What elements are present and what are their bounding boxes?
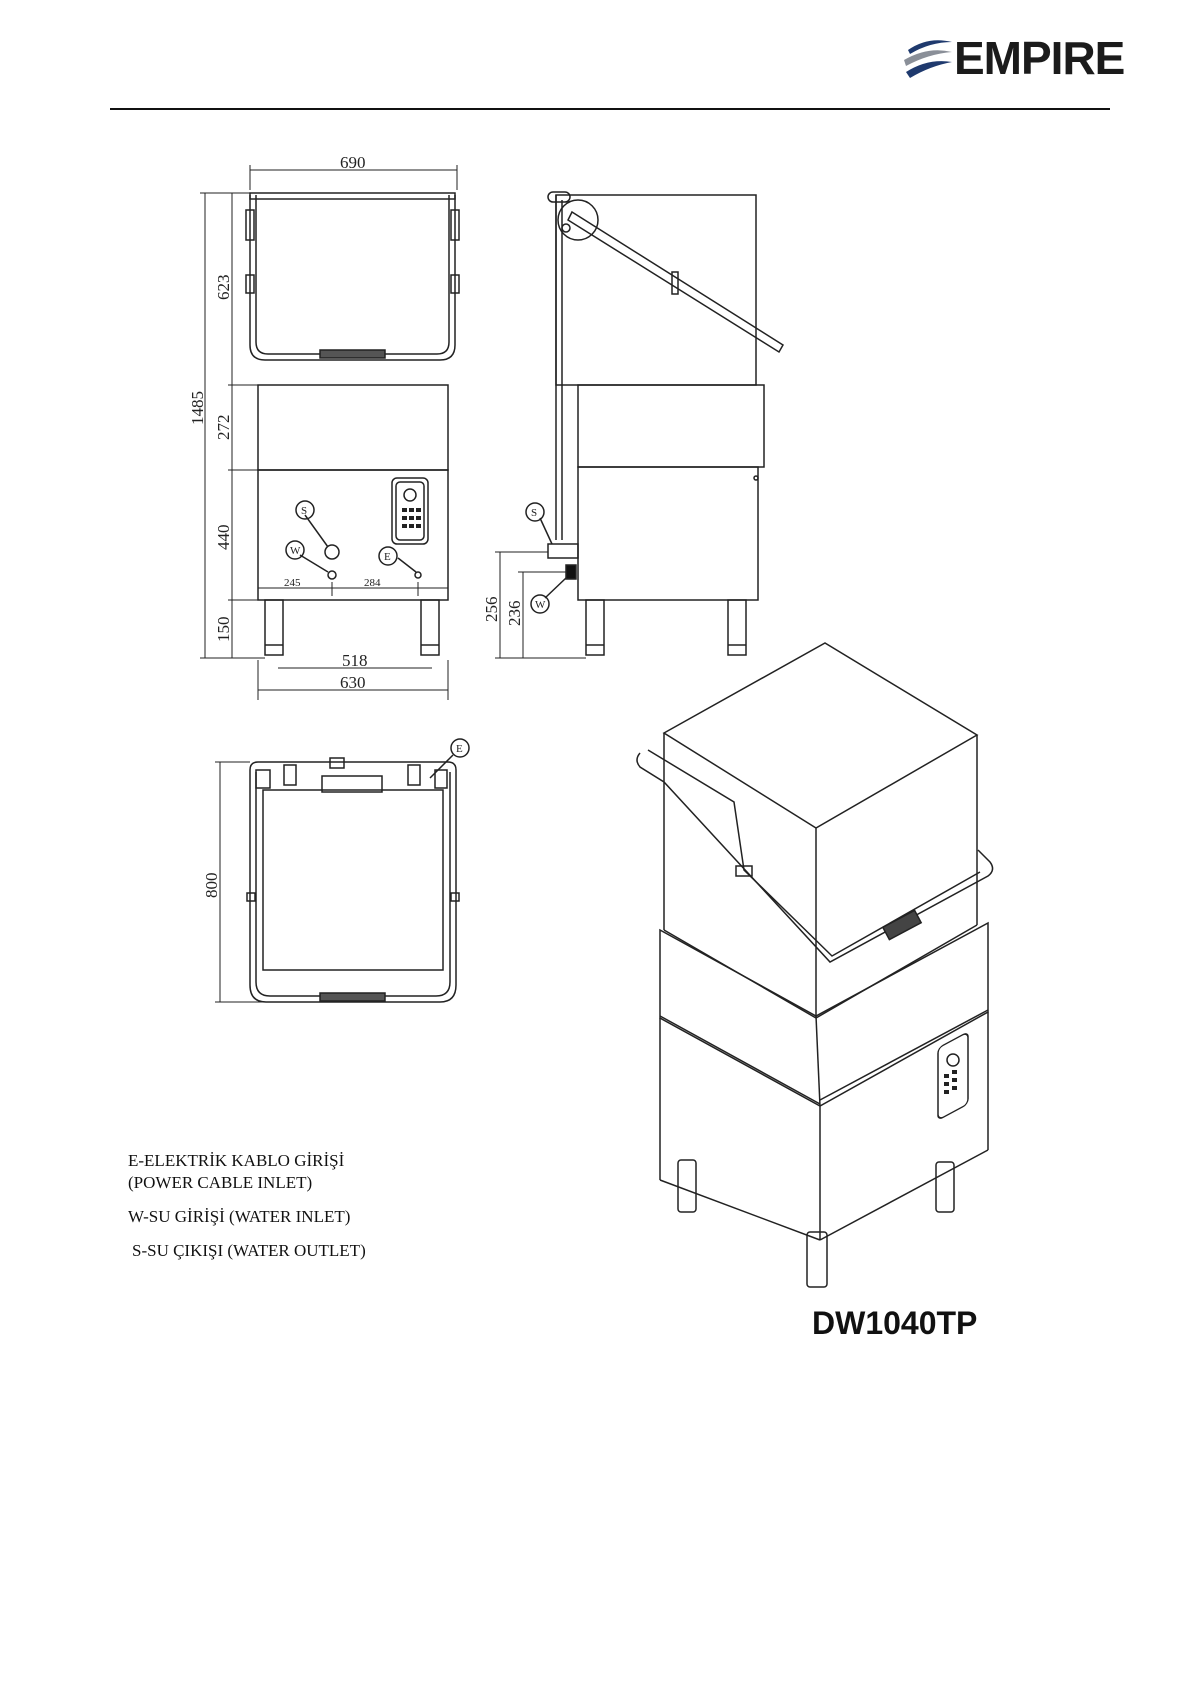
dim-height-inlet: 236 <box>505 600 524 626</box>
legend-w-line: W-SU GİRİŞİ (WATER INLET) <box>128 1207 351 1226</box>
front-marker-w: W <box>290 545 301 557</box>
dim-height-outlet: 256 <box>482 596 501 622</box>
dim-offset-e: 284 <box>364 577 381 589</box>
legend-s-line: S-SU ÇIKIŞI (WATER OUTLET) <box>132 1241 366 1260</box>
dim-height-upper: 272 <box>214 414 233 440</box>
dim-width-top: 690 <box>340 153 366 172</box>
model-number: DW1040TP <box>812 1305 978 1341</box>
dim-height-total: 1485 <box>188 391 207 425</box>
dim-height-legs: 150 <box>214 616 233 642</box>
side-marker-w: W <box>535 599 546 611</box>
front-marker-s: S <box>301 505 308 517</box>
dim-height-hood: 623 <box>214 274 233 300</box>
dim-inner-leg-span: 518 <box>342 651 368 670</box>
legend <box>128 1150 366 1262</box>
legend-e-line2: (POWER CABLE INLET) <box>128 1173 313 1192</box>
dim-offset-w: 245 <box>284 577 301 589</box>
dim-height-lower: 440 <box>214 524 233 550</box>
top-marker-e: E <box>456 743 463 755</box>
brand-name: EMPIRE <box>954 32 1125 84</box>
side-marker-s: S <box>531 507 538 519</box>
front-marker-e: E <box>384 551 391 563</box>
dim-base-width: 630 <box>340 673 366 692</box>
legend-e-line1: E-ELEKTRİK KABLO GİRİŞİ <box>128 1151 345 1170</box>
dim-depth: 800 <box>202 872 221 898</box>
